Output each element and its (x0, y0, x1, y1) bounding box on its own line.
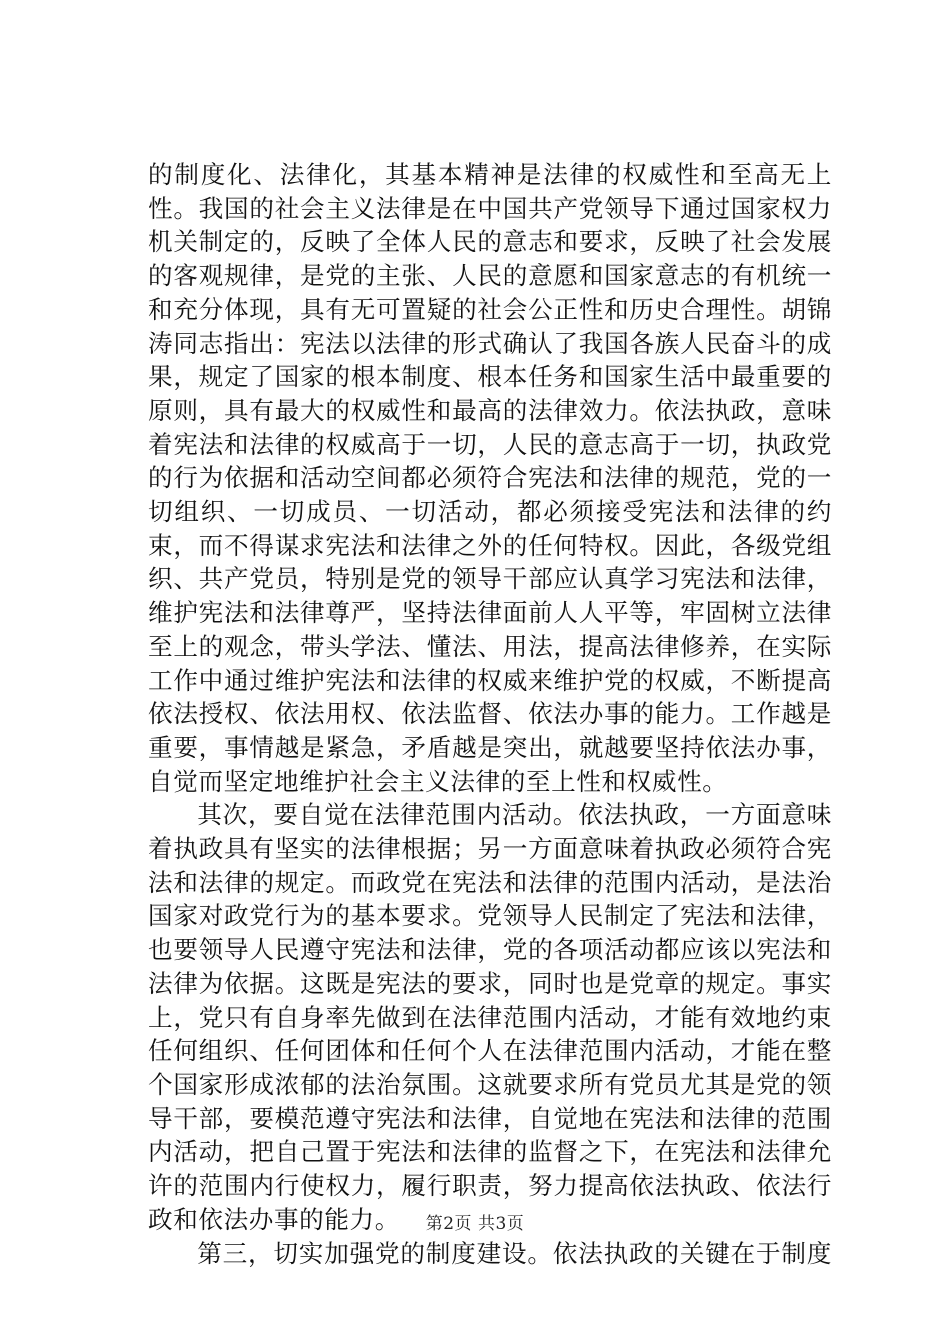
paragraph-3: 第三，切实加强党的制度建设。依法执政的关键在于制度 (197, 1238, 832, 1268)
page-footer (0, 1212, 950, 1236)
paragraph-2: 其次，要自觉在法律范围内活动。依法执政，一方面意味着执政具有坚实的法律根据；另一方面意味着执政必须符合宪法和法律的规定。而政党在宪法和法律的范围内活动，是法治国家对政党行为的基本要求。党领导人民制定了宪法和法律，也要领导人民遵守宪法和法律，党的各项活动都应该以宪法和法律为依据。这既是宪法的要求，同时也是党章的规定。事实上，党只有自身率先做到在法律范围内活动，才能有效地约束任何组织、任何团体和任何个人在法律范围内活动，才能在整个国家形成浓郁的法治氛围。这就要求所有党员尤其是党的领导干部，要模范遵守宪法和法律，自觉地在宪法和法律的范围内活动，把自己置于宪法和法律的监督之下，在宪法和法律允许的范围内行使权力，履行职责，努力提高依法执政、依法行政和依法办事的能力。 (148, 800, 832, 1234)
paragraph-1: 的制度化、法律化，其基本精神是法律的权威性和至高无上性。我国的社会主义法律是在中国共产党领导下通过国家权力机关制定的，反映了全体人民的意志和要求，反映了社会发展的客观规律，是党的主张、人民的意愿和国家意志的有机统一和充分体现，具有无可置疑的社会公正性和历史合理性。胡锦涛同志指出：宪法以法律的形式确认了我国各族人民奋斗的成果，规定了国家的根本制度、根本任务和国家生活中最重要的原则，具有最大的权威性和最高的法律效力。依法执政，意味着宪法和法律的权威高于一切，人民的意志高于一切，执政党的行为依据和活动空间都必须符合宪法和法律的规范，党的一切组织、一切成员、一切活动，都必须接受宪法和法律的约束，而不得谋求宪法和法律之外的任何特权。因此，各级党组织、共产党员，特别是党的领导干部应认真学习宪法和法律，维护宪法和法律尊严，坚持法律面前人人平等，牢固树立法律至上的观念，带头学法、懂法、用法，提高法律修养，在实际工作中通过维护宪法和法律的权威来维护党的权威，不断提高依法授权、依法用权、依法监督、依法办事的能力。工作越是重要，事情越是紧急，矛盾越是突出，就越要坚持依法办事，自觉而坚定地维护社会主义法律的至上性和权威性。 (148, 160, 832, 796)
page-number-label: 第2页 共3页 (425, 1214, 525, 1234)
body-text (148, 158, 832, 1270)
